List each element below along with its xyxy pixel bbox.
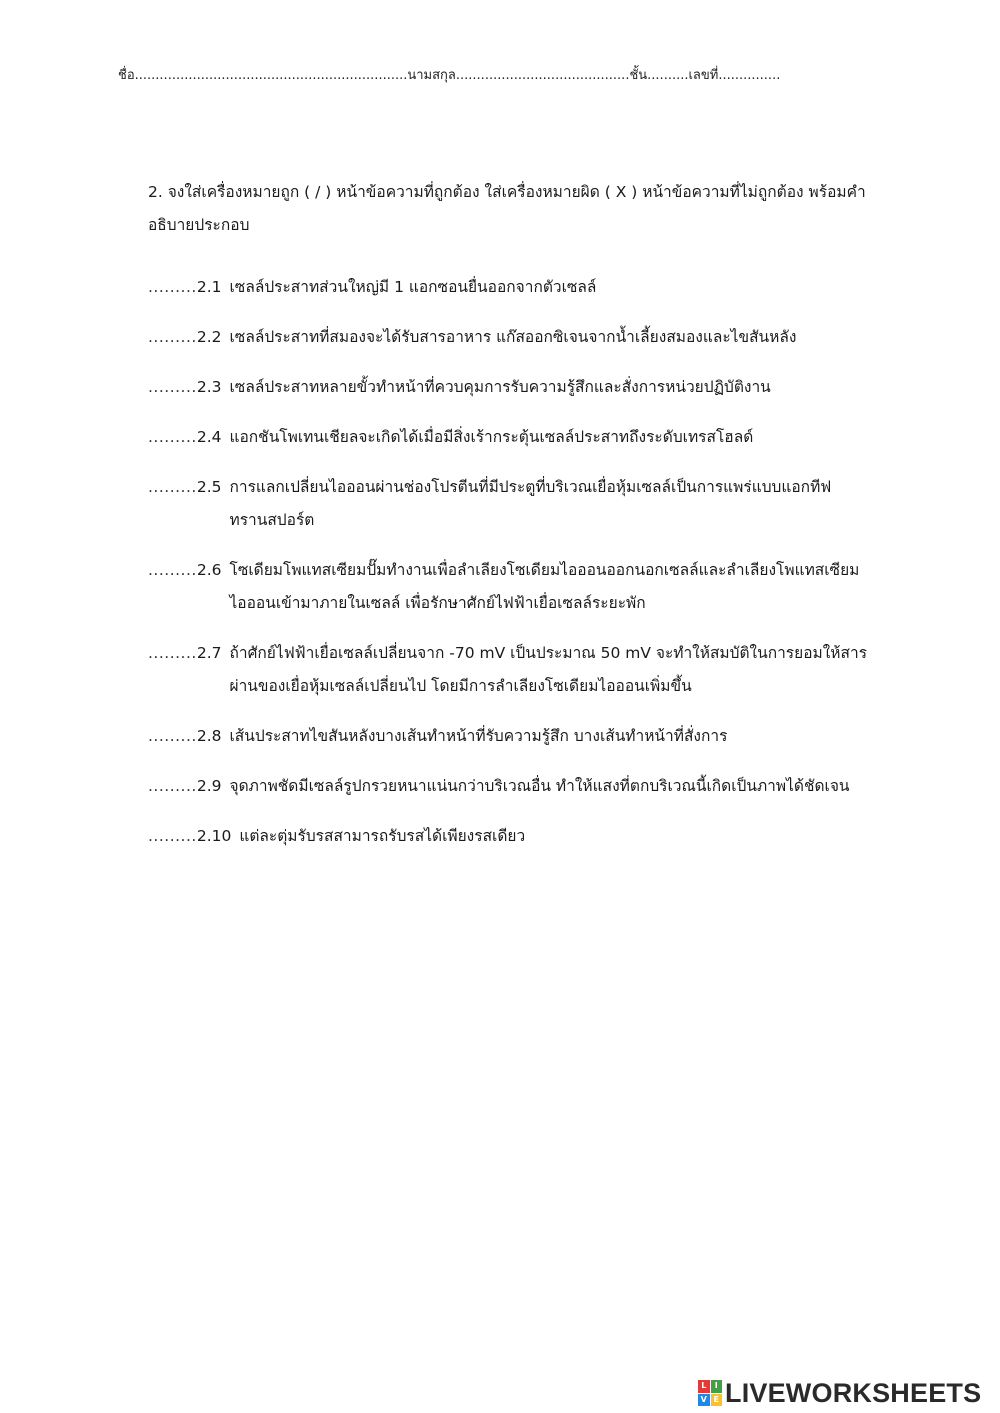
answer-blank[interactable]: .........: [148, 644, 197, 662]
statement-body: [197, 637, 888, 703]
statement-text: การแลกเปลี่ยนไอออนผ่านช่องโปรตีนที่มีประตูที่บริเวณเยื่อหุ้มเซลล์เป็นการแพร่แบบแอกทีฟทรานสปอร์ต: [229, 478, 832, 529]
statement-text: เซลล์ประสาทส่วนใหญ่มี 1 แอกซอนยื่นออกจากตัวเซลล์: [229, 278, 597, 296]
statement-number: 2.6: [196, 561, 222, 579]
answer-blank[interactable]: .........: [148, 561, 197, 579]
logo-badge-letter: L: [698, 1380, 710, 1393]
statement-number: 2.3: [196, 378, 222, 396]
statement-number: 2.9: [196, 777, 222, 795]
statement-item: [148, 271, 888, 304]
statement-body: [197, 720, 888, 753]
statement-item: [148, 770, 888, 803]
statement-number: 2.2: [196, 328, 222, 346]
statement-item: [148, 820, 888, 853]
statement-text: แต่ละตุ่มรับรสสามารถรับรสได้เพียงรสเดียว: [239, 827, 526, 845]
question-instruction: 2. จงใส่เครื่องหมายถูก ( / ) หน้าข้อความที่ถูกต้อง ใส่เครื่องหมายผิด ( X ) หน้าข้อความที่ไม่ถูกต้อง พร้อมคำอธิบายประกอบ: [148, 183, 866, 234]
liveworksheets-logo: [698, 1378, 981, 1408]
answer-blank[interactable]: .........: [148, 478, 197, 496]
statement-item: [148, 471, 888, 537]
answer-blank[interactable]: .........: [148, 777, 197, 795]
student-info-line: ชื่อ..................................................................นามสกุล..........................................ชั้น..........เลขที่...............: [118, 68, 781, 83]
logo-badge-letter: I: [711, 1380, 723, 1393]
answer-blank[interactable]: .........: [148, 428, 197, 446]
statement-number: 2.7: [196, 644, 222, 662]
statement-text: จุดภาพชัดมีเซลล์รูปกรวยหนาแน่นกว่าบริเวณอื่น ทำให้แสงที่ตกบริเวณนี้เกิดเป็นภาพได้ชัดเจน: [229, 777, 850, 795]
statement-number: 2.5: [196, 478, 222, 496]
answer-blank[interactable]: .........: [148, 827, 197, 845]
statement-number: 2.1: [196, 278, 222, 296]
answer-blank[interactable]: .........: [148, 378, 197, 396]
statement-text: ถ้าศักย์ไฟฟ้าเยื่อเซลล์เปลี่ยนจาก -70 mV เป็นประมาณ 50 mV จะทำให้สมบัติในการยอมให้สารผ่านของเยื่อหุ้มเซลล์เปลี่ยนไป โดยมีการลำเลียงโซเดียมไอออนเพิ่มขึ้น: [229, 644, 868, 695]
statement-body: [197, 554, 888, 620]
statement-item: [148, 421, 888, 454]
statement-item: [148, 554, 888, 620]
logo-badge-letter: E: [711, 1394, 723, 1407]
statement-text: เส้นประสาทไขสันหลังบางเส้นทำหน้าที่รับความรู้สึก บางเส้นทำหน้าที่สั่งการ: [229, 727, 728, 745]
statement-body: [197, 271, 888, 304]
statement-item: [148, 371, 888, 404]
logo-badge-icon: [698, 1380, 722, 1406]
statement-item: [148, 321, 888, 354]
logo-badge-letter: V: [698, 1394, 710, 1407]
answer-blank[interactable]: .........: [148, 278, 197, 296]
statement-number: 2.4: [196, 428, 222, 446]
statement-body: [197, 471, 888, 537]
statement-text: เซลล์ประสาทที่สมองจะได้รับสารอาหาร แก๊สออกซิเจนจากน้ำเลี้ยงสมองและไขสันหลัง: [229, 328, 797, 346]
statement-text: โซเดียมโพแทสเซียมปั๊มทำงานเพื่อลำเลียงโซเดียมไอออนออกนอกเซลล์และลำเลียงโพแทสเซียมไอออนเข้ามาภายในเซลล์ เพื่อรักษาศักย์ไฟฟ้าเยื่อเซลล์ระยะพัก: [229, 561, 860, 612]
statement-number: 2.10: [196, 827, 232, 845]
statement-body: [197, 770, 888, 803]
statement-number: 2.8: [196, 727, 222, 745]
statement-body: [197, 321, 888, 354]
answer-blank[interactable]: .........: [148, 328, 197, 346]
statement-body: [197, 421, 888, 454]
statement-body: [197, 820, 888, 853]
statement-list: [148, 271, 888, 870]
logo-text: LIVEWORKSHEETS: [725, 1377, 982, 1408]
statement-text: เซลล์ประสาทหลายขั้วทำหน้าที่ควบคุมการรับความรู้สึกและสั่งการหน่วยปฏิบัติงาน: [229, 378, 771, 396]
answer-blank[interactable]: .........: [148, 727, 197, 745]
statement-body: [197, 371, 888, 404]
statement-item: [148, 720, 888, 753]
statement-item: [148, 637, 888, 703]
statement-text: แอกชันโพเทนเชียลจะเกิดได้เมื่อมีสิ่งเร้ากระตุ้นเซลล์ประสาทถึงระดับเทรสโฮลด์: [229, 428, 754, 446]
